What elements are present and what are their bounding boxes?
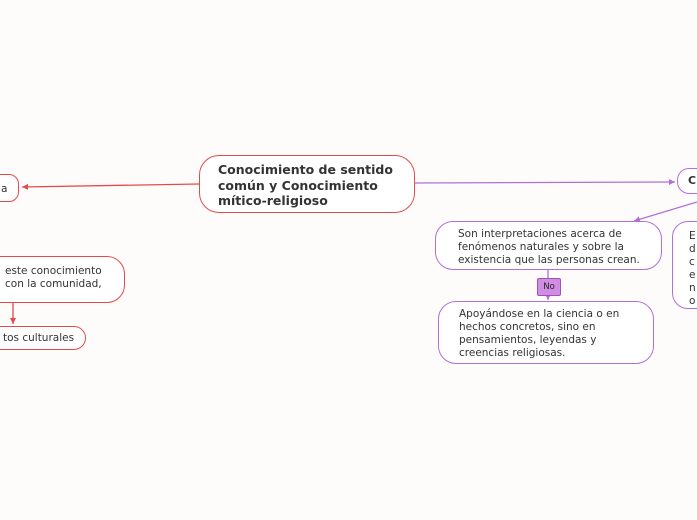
central-line-3: mítico-religioso bbox=[218, 193, 328, 208]
right-topic-b-letter-5: n bbox=[689, 282, 696, 294]
interpretations-line-3: existencia que las personas crean. bbox=[458, 254, 640, 266]
apoyandose-line-1: Apoyándose en la ciencia o en bbox=[459, 308, 620, 320]
apoyandose-topic[interactable] bbox=[438, 301, 654, 364]
central-line-2: común y Conocimiento bbox=[218, 177, 378, 193]
right-topic-a[interactable] bbox=[677, 168, 697, 194]
interpretations-line-2: fenómenos naturales y sobre la bbox=[458, 241, 624, 253]
left-topic-b-line-2: con la comunidad, bbox=[5, 278, 102, 290]
connector-central-left bbox=[22, 184, 199, 187]
left-topic-b[interactable] bbox=[0, 256, 125, 303]
left-topic-c-text: tos culturales bbox=[3, 332, 75, 344]
apoyandose-line-4: creencias religiosas. bbox=[459, 347, 566, 359]
interpretations-line-1: Son interpretaciones acerca de bbox=[458, 228, 622, 240]
right-topic-b-letter-4: e bbox=[689, 269, 696, 281]
apoyandose-line-3: pensamientos, leyendas y bbox=[459, 334, 597, 346]
right-topic-b-letter-3: c bbox=[689, 256, 695, 268]
connector-central-right bbox=[415, 182, 675, 183]
right-topic-b-letter-2: d bbox=[689, 243, 696, 255]
central-line-1: Conocimiento de sentido bbox=[218, 162, 393, 177]
central-topic[interactable] bbox=[199, 155, 415, 213]
relation-label-no[interactable]: No bbox=[537, 278, 561, 296]
left-topic-b-line-1: este conocimiento bbox=[5, 265, 102, 277]
right-topic-b-letter-1: E bbox=[689, 230, 696, 242]
right-topic-b[interactable] bbox=[672, 221, 697, 309]
right-topic-b-letter-6: o bbox=[689, 295, 696, 307]
apoyandose-line-2: hechos concretos, sino en bbox=[459, 321, 596, 333]
left-topic-c[interactable] bbox=[0, 326, 86, 350]
interpretations-topic[interactable] bbox=[435, 221, 662, 270]
connector-right-interp bbox=[634, 202, 697, 221]
right-topic-a-text: C bbox=[688, 174, 697, 187]
left-topic-a[interactable] bbox=[0, 174, 19, 202]
left-topic-a-text: a bbox=[1, 183, 8, 195]
